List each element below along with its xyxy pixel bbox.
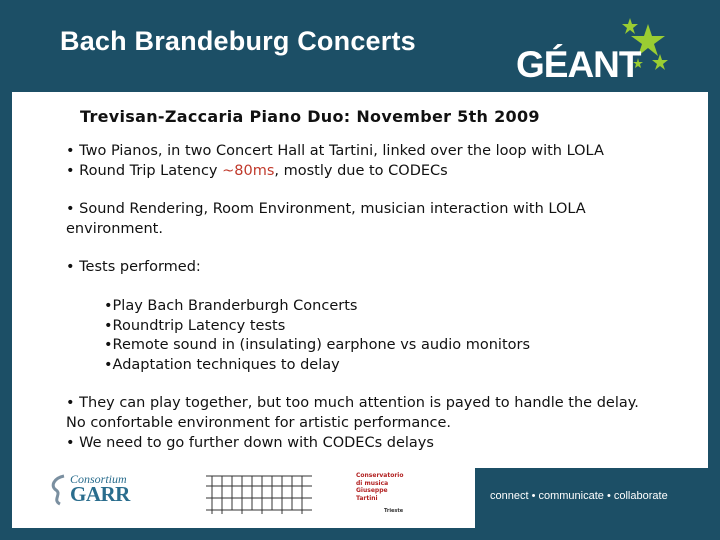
- list-item: •Adaptation techniques to delay: [104, 356, 340, 373]
- geant-logo: [500, 14, 680, 92]
- footer-tagline: connect • communicate • collaborate: [490, 490, 668, 502]
- tartini-logo-icon: [204, 474, 314, 516]
- bullet-conclusion-cont: No confortable environment for artistic performance.: [66, 414, 452, 431]
- bullet-rendering-cont: environment.: [66, 220, 163, 237]
- bullet-pianos: • Two Pianos, in two Concert Hall at Tartini, linked over the loop with LOLA: [66, 143, 604, 159]
- bullet-conclusion: • They can play together, but too much attention is payed to handle the delay.: [66, 395, 639, 412]
- bullet-rendering: • Sound Rendering, Room Environment, musician interaction with LOLA: [66, 201, 586, 218]
- slide-footer: [0, 468, 720, 540]
- footer-logos: [12, 468, 475, 528]
- list-item: •Play Bach Branderburgh Concerts: [104, 297, 358, 314]
- conservatorio-line: Tartini: [356, 494, 378, 502]
- slide-header: [0, 0, 720, 92]
- conservatorio-line: Giuseppe: [356, 487, 388, 494]
- list-item: •Remote sound in (insulating) earphone vs audio monitors: [104, 337, 531, 354]
- conservatorio-logo: [356, 472, 416, 502]
- latency-text: • Round Trip Latency: [66, 162, 223, 179]
- geant-logo-text: GÉANT: [516, 44, 641, 85]
- garr-swirl-icon: [48, 472, 72, 506]
- bullet-codecs: • We need to go further down with CODECs delays: [66, 434, 434, 451]
- latency-value: ~80ms: [222, 162, 275, 179]
- slide-subtitle: Trevisan-Zaccaria Piano Duo: November 5th 2009: [80, 107, 540, 126]
- content-panel: [12, 92, 708, 468]
- latency-suffix: , mostly due to CODECs: [274, 162, 448, 179]
- slide-title: Bach Brandeburg Concerts: [60, 26, 416, 56]
- slide-body: [66, 142, 706, 453]
- trieste-label: Trieste: [384, 508, 404, 514]
- bullet-tests-heading: • Tests performed:: [66, 259, 201, 276]
- bullet-latency: [66, 162, 706, 182]
- conservatorio-line: Conservatorio: [356, 472, 404, 479]
- conservatorio-line: di musica: [356, 479, 389, 487]
- garr-name: GARR: [70, 482, 130, 506]
- garr-consortium: Consortium: [70, 472, 127, 486]
- list-item: •Roundtrip Latency tests: [104, 317, 286, 334]
